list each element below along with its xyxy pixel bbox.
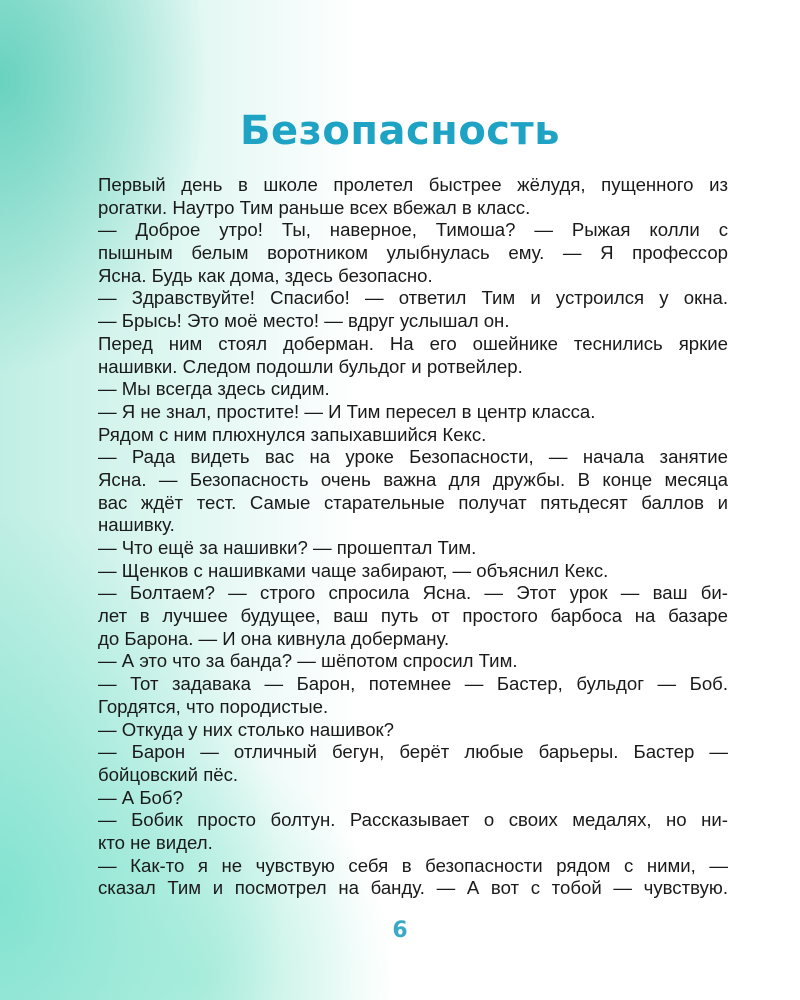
text-line: нашивки. Следом подошли бульдог и ротвейлер. bbox=[98, 355, 523, 377]
text-line: — Я не знал, простите! — И Тим пересел в центр класса. bbox=[98, 400, 596, 422]
text-line: — Болтаем? — строго спросила Ясна. — Этот урок — ваш би- bbox=[98, 582, 728, 604]
text-line: Ясна. — Безопасность очень важна для дружбы. В конце месяца bbox=[98, 468, 728, 490]
text-line: пышным белым воротником улыбнулась ему. — Я профессор bbox=[98, 242, 728, 264]
text-line: Первый день в школе пролетел быстрее жёлудя, пущенного из bbox=[98, 174, 728, 195]
text-line: вас ждёт тест. Самые старательные получат пятьдесят баллов и bbox=[98, 491, 728, 513]
text-line: до Барона. — И она кивнула доберману. bbox=[98, 627, 450, 649]
text-line: — Рада видеть вас на уроке Безопасности, — начала занятие bbox=[98, 446, 728, 468]
chapter-title: Безопасность bbox=[240, 108, 560, 154]
text-line: бойцовский пёс. bbox=[98, 763, 239, 785]
text-line: — Откуда у них столько нашивок? bbox=[98, 718, 395, 740]
text-line: — Щенков с нашивками чаще забирают, — объяснил Кекс. bbox=[98, 559, 609, 581]
text-line: Ясна. Будь как дома, здесь безопасно. bbox=[98, 264, 433, 286]
text-line: лет в лучшее будущее, ваш путь от простого барбоса на базаре bbox=[98, 605, 728, 627]
text-line: — Как-то я не чувствую себя в безопасности рядом с ними, — bbox=[98, 854, 728, 876]
text-line: — Мы всегда здесь сидим. bbox=[98, 378, 330, 400]
story-text bbox=[98, 174, 728, 900]
page-number: 6 bbox=[392, 918, 408, 943]
text-line: рогатки. Наутро Тим раньше всех вбежал в класс. bbox=[98, 196, 531, 218]
text-line: — Здравствуйте! Спасибо! — ответил Тим и устроился у окна. bbox=[98, 287, 728, 309]
text-line: — Тот задавака — Барон, потемнее — Бастер, бульдог — Боб. bbox=[98, 673, 728, 695]
text-line: — Что ещё за нашивки? — прошептал Тим. bbox=[98, 537, 477, 558]
text-line: кто не видел. bbox=[98, 831, 213, 853]
text-line: — Доброе утро! Ты, наверное, Тимоша? — Рыжая колли с bbox=[98, 219, 728, 241]
text-line: сказал Тим и посмотрел на банду. — А вот с тобой — чувствую. bbox=[98, 877, 728, 899]
text-line: — Барон — отличный бегун, берёт любые барьеры. Бастер — bbox=[98, 741, 728, 763]
text-line: — Бобик просто болтун. Рассказывает о своих медалях, но ни- bbox=[98, 809, 728, 831]
text-line: нашивку. bbox=[98, 514, 175, 536]
text-line: Перед ним стоял доберман. На его ошейнике теснились яркие bbox=[98, 332, 728, 354]
text-line: — Брысь! Это моё место! — вдруг услышал он. bbox=[98, 310, 510, 332]
text-line: Рядом с ним плюхнулся запыхавшийся Кекс. bbox=[98, 423, 487, 445]
text-line: — А Боб? bbox=[98, 786, 183, 808]
text-line: — А это что за банда? — шёпотом спросил Тим. bbox=[98, 650, 518, 672]
text-line: Гордятся, что породистые. bbox=[98, 695, 329, 717]
